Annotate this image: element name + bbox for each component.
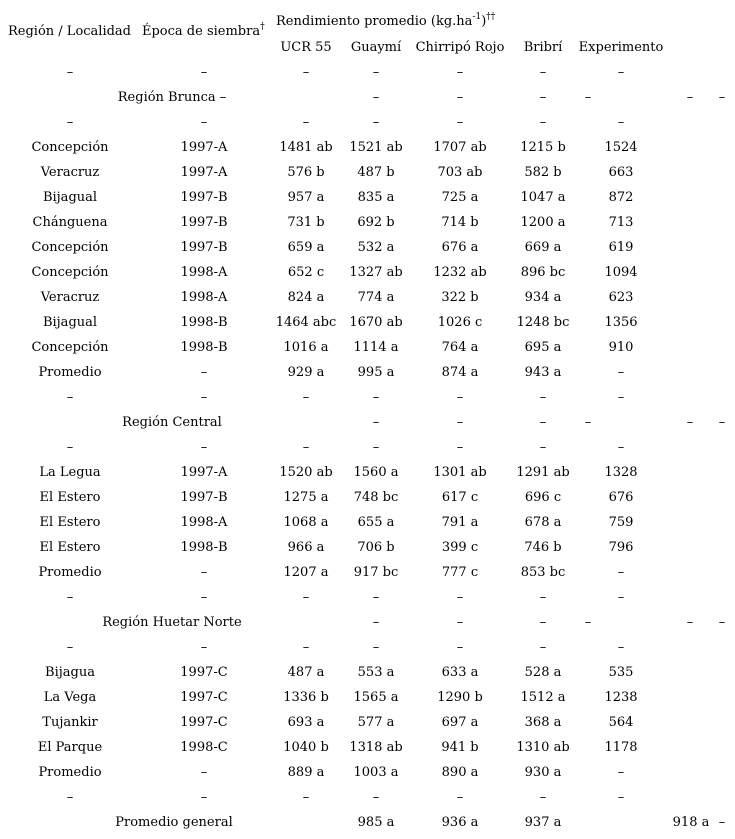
cell-localidad: Concepción (31, 265, 109, 280)
cell-guaymi: 1114 a (353, 340, 399, 355)
dash-cell-experimento: – (584, 415, 592, 430)
cell-ucr55: 1275 a (283, 490, 329, 505)
dash-cell-bribri: – (539, 415, 547, 430)
cell-experimento: 623 (608, 290, 634, 305)
dash-cell-extra-2: – (718, 90, 726, 105)
cell-chirripo-rojo: 714 b (441, 215, 479, 230)
cell-experimento: 1524 (604, 140, 638, 155)
cell-guaymi: 1318 ab (349, 740, 403, 755)
cell-epoca: 1997-A (180, 465, 228, 480)
dash-cell-bribri: – (539, 615, 547, 630)
cell-chirripo-rojo: 1707 ab (433, 140, 487, 155)
cell-bribri: 669 a (524, 240, 562, 255)
cell-chirripo-rojo: 1026 c (437, 315, 483, 330)
cell-experimento: 1356 (604, 315, 638, 330)
dash-cell-guaymi: – (372, 65, 380, 80)
cell-chirripo-rojo: 697 a (441, 715, 479, 730)
cell-epoca: 1998-C (180, 740, 228, 755)
dash-cell-epoca: – (200, 590, 208, 605)
dash-cell-chirripo-rojo: – (456, 615, 464, 630)
dash-cell-experimento: – (617, 115, 625, 130)
cell-localidad: Veracruz (40, 165, 100, 180)
header-rendimiento-close: ) (481, 14, 487, 29)
cell-epoca: 1998-A (180, 515, 228, 530)
cell-localidad: Promedio (38, 565, 102, 580)
cell-guaymi: 706 b (357, 540, 395, 555)
dash-cell-localidad: – (66, 440, 74, 455)
header-rendimiento-footnote-mark: †† (486, 12, 496, 22)
cell-epoca: 1997-C (180, 715, 228, 730)
cell-chirripo-rojo: 703 ab (437, 165, 483, 180)
cell-chirripo-rojo: 676 a (441, 240, 479, 255)
cell-localidad: Veracruz (40, 290, 100, 305)
column-header-guaymi: Guaymí (350, 40, 402, 55)
dash-cell-chirripo-rojo: – (456, 790, 464, 805)
region-heading: Región Brunca – (117, 90, 227, 105)
cell-chirripo-rojo: 764 a (441, 340, 479, 355)
dash-cell-extra-1: – (686, 615, 694, 630)
cell-experimento: 759 (608, 515, 634, 530)
dash-cell-ucr55: – (302, 790, 310, 805)
column-header-chirripo-rojo: Chirripó Rojo (415, 40, 505, 55)
dash-cell-localidad: – (66, 790, 74, 805)
cell-chirripo-rojo: 874 a (441, 365, 479, 380)
cell-experimento: – (617, 565, 625, 580)
cell-experimento: 1178 (604, 740, 638, 755)
dash-cell-guaymi: – (372, 640, 380, 655)
cell-experimento: 910 (608, 340, 634, 355)
cell-guaymi: 487 b (357, 165, 395, 180)
cell-epoca: 1997-B (180, 215, 228, 230)
cell-chirripo-rojo: 1301 ab (433, 465, 487, 480)
cell-localidad: Concepción (31, 340, 109, 355)
dash-cell-chirripo-rojo: – (456, 590, 464, 605)
cell-bribri: 1310 ab (516, 740, 570, 755)
cell-epoca: 1997-A (180, 140, 228, 155)
cell-bribri: 896 bc (520, 265, 566, 280)
cell-localidad: El Estero (39, 515, 101, 530)
cell-ucr55: 487 a (287, 665, 325, 680)
cell-bribri: 1512 a (520, 690, 566, 705)
cell-guaymi: 553 a (357, 665, 395, 680)
cell-guaymi: 1560 a (353, 465, 399, 480)
cell-epoca: – (200, 365, 208, 380)
cell-ucr55: 957 a (287, 190, 325, 205)
cell-experimento: 1094 (604, 265, 638, 280)
cell-chirripo-rojo: 399 c (441, 540, 479, 555)
cell-bribri: 1248 bc (516, 315, 570, 330)
cell-chirripo-rojo: 1290 b (437, 690, 483, 705)
dash-cell-localidad: – (66, 590, 74, 605)
cell-localidad: Bijagua (45, 665, 95, 680)
cell-bribri: 1200 a (520, 215, 566, 230)
promedio-general-dash: – (718, 815, 726, 830)
cell-ucr55: 1481 ab (279, 140, 333, 155)
dash-cell-extra-1: – (686, 415, 694, 430)
cell-bribri: 678 a (524, 515, 562, 530)
cell-bribri: 853 bc (520, 565, 566, 580)
cell-ucr55: 1207 a (283, 565, 329, 580)
dash-cell-bribri: – (539, 790, 547, 805)
cell-localidad: Concepción (31, 140, 109, 155)
cell-guaymi: 655 a (357, 515, 395, 530)
dash-cell-epoca: – (200, 65, 208, 80)
dash-cell-epoca: – (200, 390, 208, 405)
dash-cell-experimento: – (617, 790, 625, 805)
cell-experimento: 619 (608, 240, 634, 255)
cell-ucr55: 1520 ab (279, 465, 333, 480)
cell-epoca: 1997-B (180, 490, 228, 505)
cell-localidad: Chánguena (32, 215, 108, 230)
cell-ucr55: 1016 a (283, 340, 329, 355)
cell-localidad: Promedio (38, 365, 102, 380)
cell-bribri: 746 b (524, 540, 562, 555)
cell-guaymi: 774 a (357, 290, 395, 305)
dash-cell-bribri: – (539, 640, 547, 655)
cell-ucr55: 576 b (287, 165, 325, 180)
cell-bribri: 368 a (524, 715, 562, 730)
header-rendimiento-exponent: -1 (472, 12, 482, 22)
cell-experimento: 676 (608, 490, 634, 505)
dash-cell-extra-1: – (686, 90, 694, 105)
promedio-general-guaymi: 985 a (357, 815, 395, 830)
dash-cell-guaymi: – (372, 615, 380, 630)
cell-ucr55: 693 a (287, 715, 325, 730)
dash-cell-ucr55: – (302, 115, 310, 130)
cell-bribri: 695 a (524, 340, 562, 355)
cell-bribri: 528 a (524, 665, 562, 680)
cell-guaymi: 835 a (357, 190, 395, 205)
dash-cell-chirripo-rojo: – (456, 390, 464, 405)
column-header-ucr55: UCR 55 (280, 40, 332, 55)
dash-cell-experimento: – (617, 440, 625, 455)
cell-ucr55: 889 a (287, 765, 325, 780)
cell-bribri: 930 a (524, 765, 562, 780)
cell-ucr55: 966 a (287, 540, 325, 555)
dash-cell-localidad: – (66, 65, 74, 80)
region-heading: Región Central (122, 415, 222, 430)
dash-cell-bribri: – (539, 65, 547, 80)
cell-epoca: 1998-B (180, 340, 228, 355)
promedio-general-chirripo-rojo: 936 a (441, 815, 479, 830)
cell-localidad: Bijagual (42, 315, 98, 330)
cell-bribri: 582 b (524, 165, 562, 180)
dash-cell-chirripo-rojo: – (456, 440, 464, 455)
cell-chirripo-rojo: 777 c (441, 565, 479, 580)
cell-localidad: La Legua (39, 465, 101, 480)
cell-epoca: 1997-C (180, 690, 228, 705)
cell-experimento: – (617, 365, 625, 380)
region-heading: Región Huetar Norte (102, 615, 242, 630)
header-epoca-text: Época de siembra (142, 24, 261, 39)
dash-cell-guaymi: – (372, 590, 380, 605)
cell-chirripo-rojo: 890 a (441, 765, 479, 780)
header-epoca-footnote-mark: † (260, 22, 265, 32)
cell-localidad: Bijagual (42, 190, 98, 205)
cell-chirripo-rojo: 1232 ab (433, 265, 487, 280)
cell-bribri: 934 a (524, 290, 562, 305)
cell-experimento: 1328 (604, 465, 638, 480)
dash-cell-guaymi: – (372, 90, 380, 105)
dash-cell-epoca: – (200, 790, 208, 805)
cell-guaymi: 995 a (357, 365, 395, 380)
column-header-bribri: Bribrí (523, 40, 563, 55)
cell-epoca: – (200, 765, 208, 780)
cell-ucr55: 1464 abc (275, 315, 337, 330)
cell-experimento: 535 (608, 665, 634, 680)
dash-cell-epoca: – (200, 440, 208, 455)
cell-ucr55: 824 a (287, 290, 325, 305)
cell-ucr55: 929 a (287, 365, 325, 380)
cell-epoca: 1997-B (180, 240, 228, 255)
cell-bribri: 696 c (524, 490, 562, 505)
cell-ucr55: 731 b (287, 215, 325, 230)
dash-cell-bribri: – (539, 390, 547, 405)
cell-bribri: 1291 ab (516, 465, 570, 480)
cell-chirripo-rojo: 633 a (441, 665, 479, 680)
dash-cell-epoca: – (200, 640, 208, 655)
dash-cell-extra-2: – (718, 415, 726, 430)
cell-chirripo-rojo: 617 c (441, 490, 479, 505)
dash-cell-chirripo-rojo: – (456, 65, 464, 80)
cell-bribri: 1215 b (520, 140, 566, 155)
cell-epoca: 1998-A (180, 265, 228, 280)
dash-cell-guaymi: – (372, 390, 380, 405)
cell-localidad: El Estero (39, 540, 101, 555)
header-region-localidad: Región / Localidad (8, 24, 132, 39)
cell-experimento: 872 (608, 190, 634, 205)
cell-ucr55: 1336 b (283, 690, 329, 705)
dash-cell-experimento: – (617, 390, 625, 405)
dash-cell-chirripo-rojo: – (456, 90, 464, 105)
dash-cell-localidad: – (66, 390, 74, 405)
dash-cell-ucr55: – (302, 440, 310, 455)
cell-ucr55: 1040 b (283, 740, 329, 755)
cell-guaymi: 577 a (357, 715, 395, 730)
header-rendimiento (276, 14, 495, 30)
cell-epoca: 1998-A (180, 290, 228, 305)
cell-epoca: 1997-B (180, 190, 228, 205)
cell-chirripo-rojo: 791 a (441, 515, 479, 530)
promedio-general-label: Promedio general (115, 815, 233, 830)
cell-guaymi: 532 a (357, 240, 395, 255)
cell-localidad: Concepción (31, 240, 109, 255)
cell-ucr55: 659 a (287, 240, 325, 255)
dash-cell-epoca: – (200, 115, 208, 130)
promedio-general-bribri: 937 a (524, 815, 562, 830)
cell-experimento: 713 (608, 215, 634, 230)
cell-epoca: – (200, 565, 208, 580)
cell-experimento: 663 (608, 165, 634, 180)
cell-experimento: 564 (608, 715, 634, 730)
cell-guaymi: 692 b (357, 215, 395, 230)
cell-guaymi: 1670 ab (349, 315, 403, 330)
dash-cell-experimento: – (617, 590, 625, 605)
cell-epoca: 1997-A (180, 165, 228, 180)
cell-ucr55: 652 c (287, 265, 325, 280)
cell-guaymi: 1521 ab (349, 140, 403, 155)
dash-cell-guaymi: – (372, 415, 380, 430)
dash-cell-chirripo-rojo: – (456, 115, 464, 130)
cell-guaymi: 1003 a (353, 765, 399, 780)
dash-cell-ucr55: – (302, 590, 310, 605)
dash-cell-guaymi: – (372, 790, 380, 805)
cell-epoca: 1998-B (180, 315, 228, 330)
cell-chirripo-rojo: 941 b (441, 740, 479, 755)
dash-cell-localidad: – (66, 640, 74, 655)
cell-ucr55: 1068 a (283, 515, 329, 530)
dash-cell-localidad: – (66, 115, 74, 130)
dash-cell-experimento: – (584, 615, 592, 630)
header-rendimiento-text: Rendimiento promedio (kg.ha (276, 14, 473, 29)
header-epoca-siembra (142, 24, 265, 40)
dash-cell-bribri: – (539, 115, 547, 130)
cell-localidad: Tujankir (42, 715, 98, 730)
dash-cell-chirripo-rojo: – (456, 640, 464, 655)
cell-localidad: Promedio (38, 765, 102, 780)
dash-cell-guaymi: – (372, 115, 380, 130)
cell-guaymi: 917 bc (353, 565, 399, 580)
cell-epoca: 1997-C (180, 665, 228, 680)
dash-cell-experimento: – (617, 640, 625, 655)
dash-cell-extra-2: – (718, 615, 726, 630)
cell-localidad: El Estero (39, 490, 101, 505)
cell-bribri: 1047 a (520, 190, 566, 205)
cell-localidad: El Parque (37, 740, 103, 755)
dash-cell-bribri: – (539, 590, 547, 605)
dash-cell-ucr55: – (302, 640, 310, 655)
dash-cell-bribri: – (539, 90, 547, 105)
cell-chirripo-rojo: 322 b (441, 290, 479, 305)
dash-cell-ucr55: – (302, 65, 310, 80)
cell-experimento: 796 (608, 540, 634, 555)
cell-experimento: – (617, 765, 625, 780)
cell-localidad: La Vega (43, 690, 97, 705)
dash-cell-bribri: – (539, 440, 547, 455)
cell-experimento: 1238 (604, 690, 638, 705)
dash-cell-experimento: – (617, 65, 625, 80)
cell-bribri: 943 a (524, 365, 562, 380)
cell-guaymi: 1565 a (353, 690, 399, 705)
cell-guaymi: 748 bc (353, 490, 399, 505)
dash-cell-experimento: – (584, 90, 592, 105)
dash-cell-guaymi: – (372, 440, 380, 455)
dash-cell-ucr55: – (302, 390, 310, 405)
cell-chirripo-rojo: 725 a (441, 190, 479, 205)
promedio-general-overall: 918 a (672, 815, 710, 830)
column-header-experimento: Experimento (578, 40, 664, 55)
dash-cell-chirripo-rojo: – (456, 415, 464, 430)
cell-guaymi: 1327 ab (349, 265, 403, 280)
cell-epoca: 1998-B (180, 540, 228, 555)
